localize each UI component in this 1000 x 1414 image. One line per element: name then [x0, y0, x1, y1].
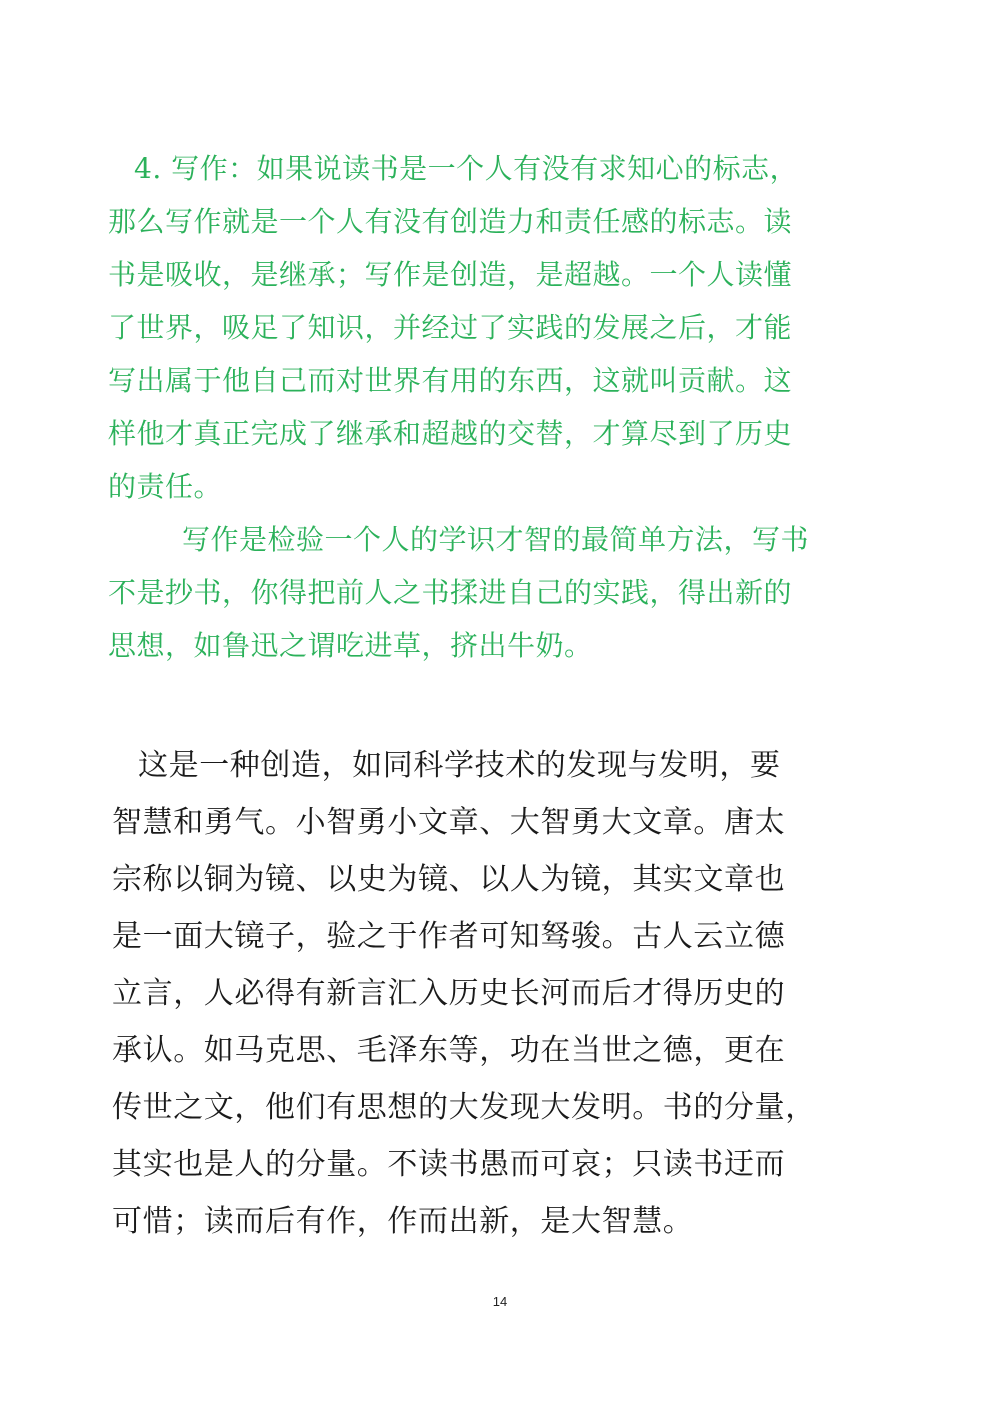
green-section [108, 142, 898, 672]
text-line: 宗称以铜为镜、以史为镜、以人为镜，其实文章也 [112, 862, 786, 897]
text-line: 样他才真正完成了继承和超越的交替，才算尽到了历史 [108, 417, 793, 450]
text-line: 思想，如鲁迅之谓吃进草，挤出牛奶。 [108, 629, 593, 662]
text-line: 不是抄书，你得把前人之书揉进自己的实践，得出新的 [108, 576, 793, 609]
text-line: 可惜；读而后有作，作而出新，是大智慧。 [112, 1204, 694, 1239]
text-line: 写作是检验一个人的学识才智的最简单方法，写书 [182, 523, 810, 556]
text-line: 了世界，吸足了知识，并经过了实践的发展之后，才能 [108, 311, 793, 344]
text-line: 这是一种创造，如同科学技术的发现与发明，要 [138, 748, 781, 783]
text-line: 4. 写作：如果说读书是一个人有没有求知心的标志， [134, 152, 799, 185]
text-line: 立言，人必得有新言汇入历史长河而后才得历史的 [112, 976, 786, 1011]
text-line: 智慧和勇气。小智勇小文章、大智勇大文章。唐太 [112, 805, 786, 840]
text-line: 那么写作就是一个人有没有创造力和责任感的标志。读 [108, 205, 793, 238]
text-line: 书是吸收，是继承；写作是创造，是超越。一个人读懂 [108, 258, 793, 291]
text-line: 传世之文，他们有思想的大发现大发明。书的分量， [112, 1090, 816, 1125]
text-line: 承认。如马克思、毛泽东等，功在当世之德，更在 [112, 1033, 786, 1068]
black-section [112, 737, 902, 1250]
text-line: 写出属于他自己而对世界有用的东西，这就叫贡献。这 [108, 364, 793, 397]
page-number: 14 [492, 1294, 508, 1309]
text-line: 是一面大镜子，验之于作者可知驽骏。古人云立德 [112, 919, 786, 954]
text-line: 的责任。 [108, 470, 223, 503]
text-line: 其实也是人的分量。不读书愚而可哀；只读书迂而 [112, 1147, 786, 1182]
